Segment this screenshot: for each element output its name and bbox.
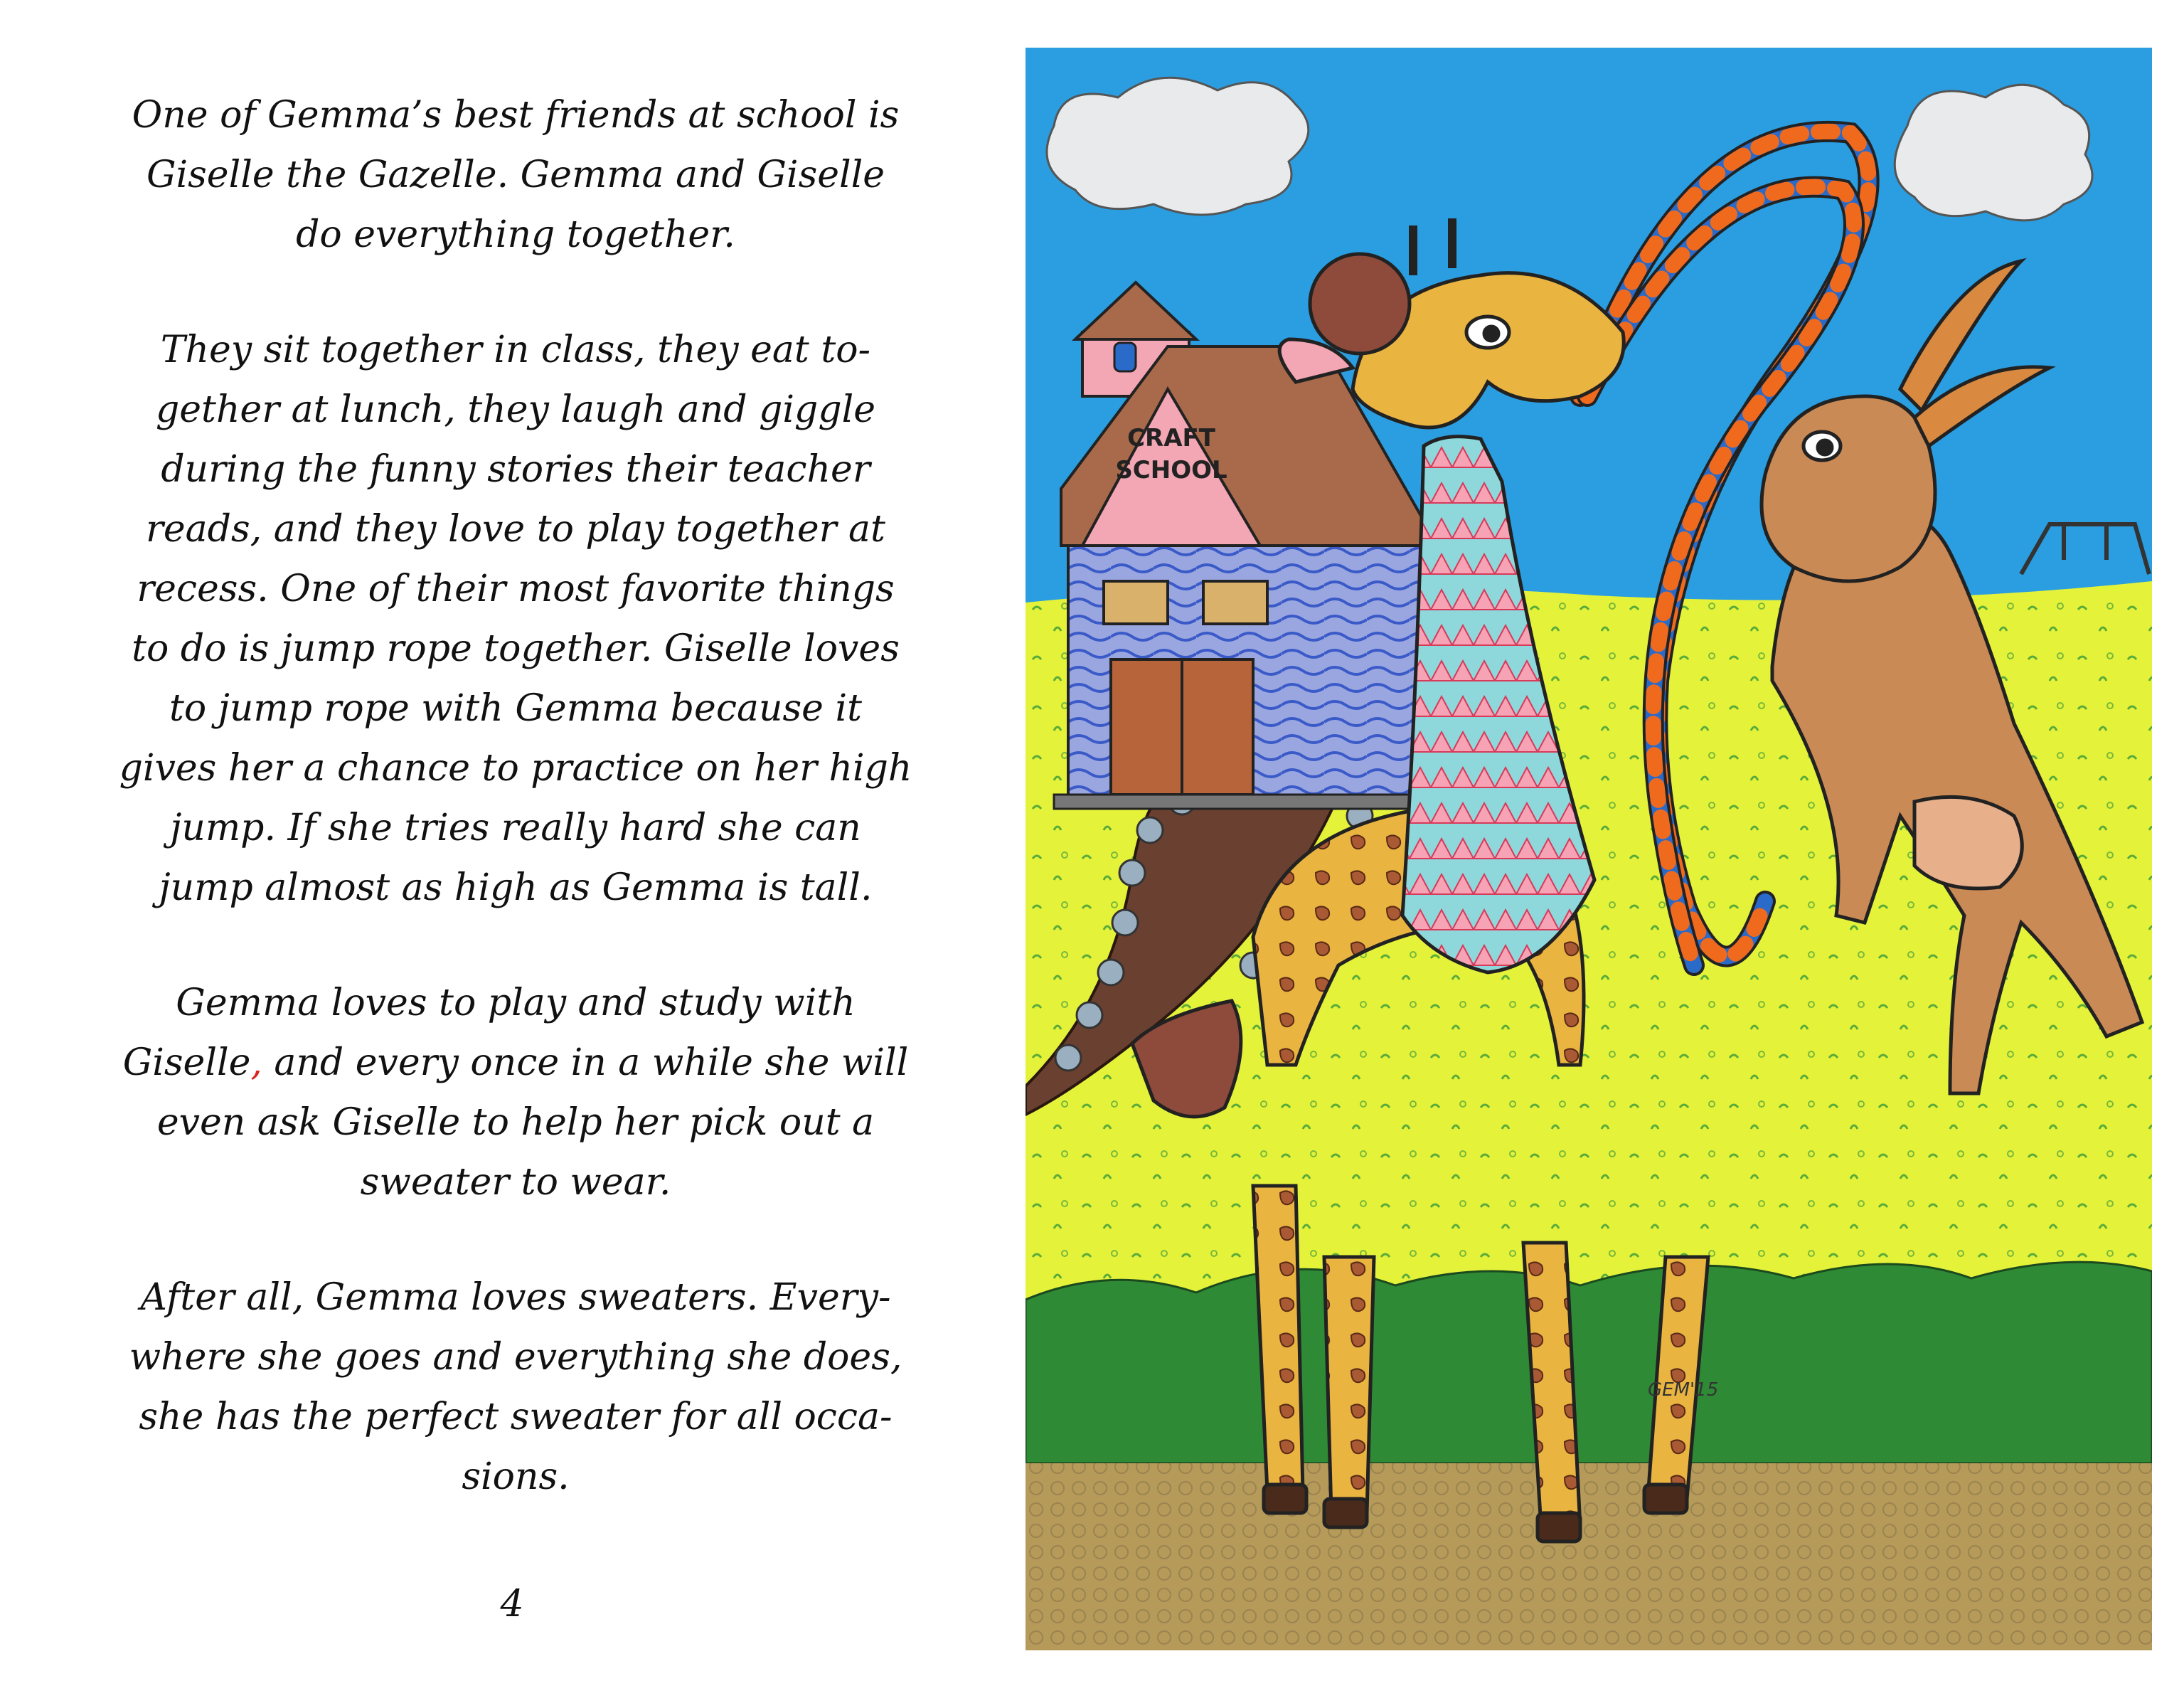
text-line (43, 1033, 989, 1093)
paragraph-3 (43, 973, 989, 1212)
illustration (1026, 48, 2152, 1650)
red-comma: , (250, 1041, 262, 1084)
text-line: to do is jump rope together. Giselle loves (132, 627, 900, 670)
cloud-right (1895, 85, 2092, 221)
text-line: she has the perfect sweater for all occa- (139, 1396, 893, 1438)
text-line: They sit together in class, they eat to- (160, 329, 871, 371)
hedge (1026, 1262, 2152, 1463)
paragraph-2 (43, 320, 989, 918)
text-line: where she goes and everything she does, (129, 1336, 902, 1379)
paragraph-1 (43, 85, 989, 265)
story-text (43, 85, 989, 1562)
illustration-canvas (1026, 48, 2152, 1650)
school-sign-line-1: CRAFT (1127, 424, 1215, 452)
text-line: sweater to wear. (360, 1161, 671, 1204)
gazelle-haunch-pattern (1914, 797, 2022, 888)
text-line: do everything together. (296, 213, 735, 256)
text-line: jump. If she tries really hard she can (170, 807, 861, 849)
text-line: even ask Giselle to help her pick out a (156, 1101, 875, 1144)
text-fragment: Giselle (122, 1041, 251, 1084)
paragraph-4 (43, 1268, 989, 1507)
text-line: Giselle the Gazelle. Gemma and Giselle (146, 154, 885, 196)
school-window-left (1104, 581, 1168, 624)
school-window-right (1203, 581, 1267, 624)
text-line: to jump rope with Gemma because it (169, 687, 862, 730)
giraffe-hair (1310, 254, 1410, 354)
text-line: sions. (462, 1455, 570, 1498)
cloud-left (1047, 78, 1309, 215)
text-line: recess. One of their most favorite things (137, 568, 895, 610)
text-fragment: and every once in a while she will (262, 1041, 909, 1084)
text-line: After all, Gemma loves sweaters. Every- (140, 1276, 891, 1319)
artist-signature: GEM'15 (1648, 1379, 1719, 1401)
giraffe-leg-front-1 (1324, 1257, 1374, 1513)
text-line: gives her a chance to practice on her high (119, 747, 912, 790)
text-line: reads, and they love to play together at (146, 508, 885, 551)
text-line: One of Gemma’s best friends at school is (132, 94, 900, 137)
text-line: gether at lunch, they laugh and giggle (155, 388, 876, 431)
page-number: 4 (500, 1583, 524, 1625)
school-bell (1114, 343, 1136, 371)
text-line: during the funny stories their teacher (161, 448, 870, 491)
text-line: jump almost as high as Gemma is tall. (159, 866, 873, 909)
school-sign-line-2: SCHOOL (1115, 456, 1227, 484)
text-line: Gemma loves to play and study with (176, 982, 856, 1024)
